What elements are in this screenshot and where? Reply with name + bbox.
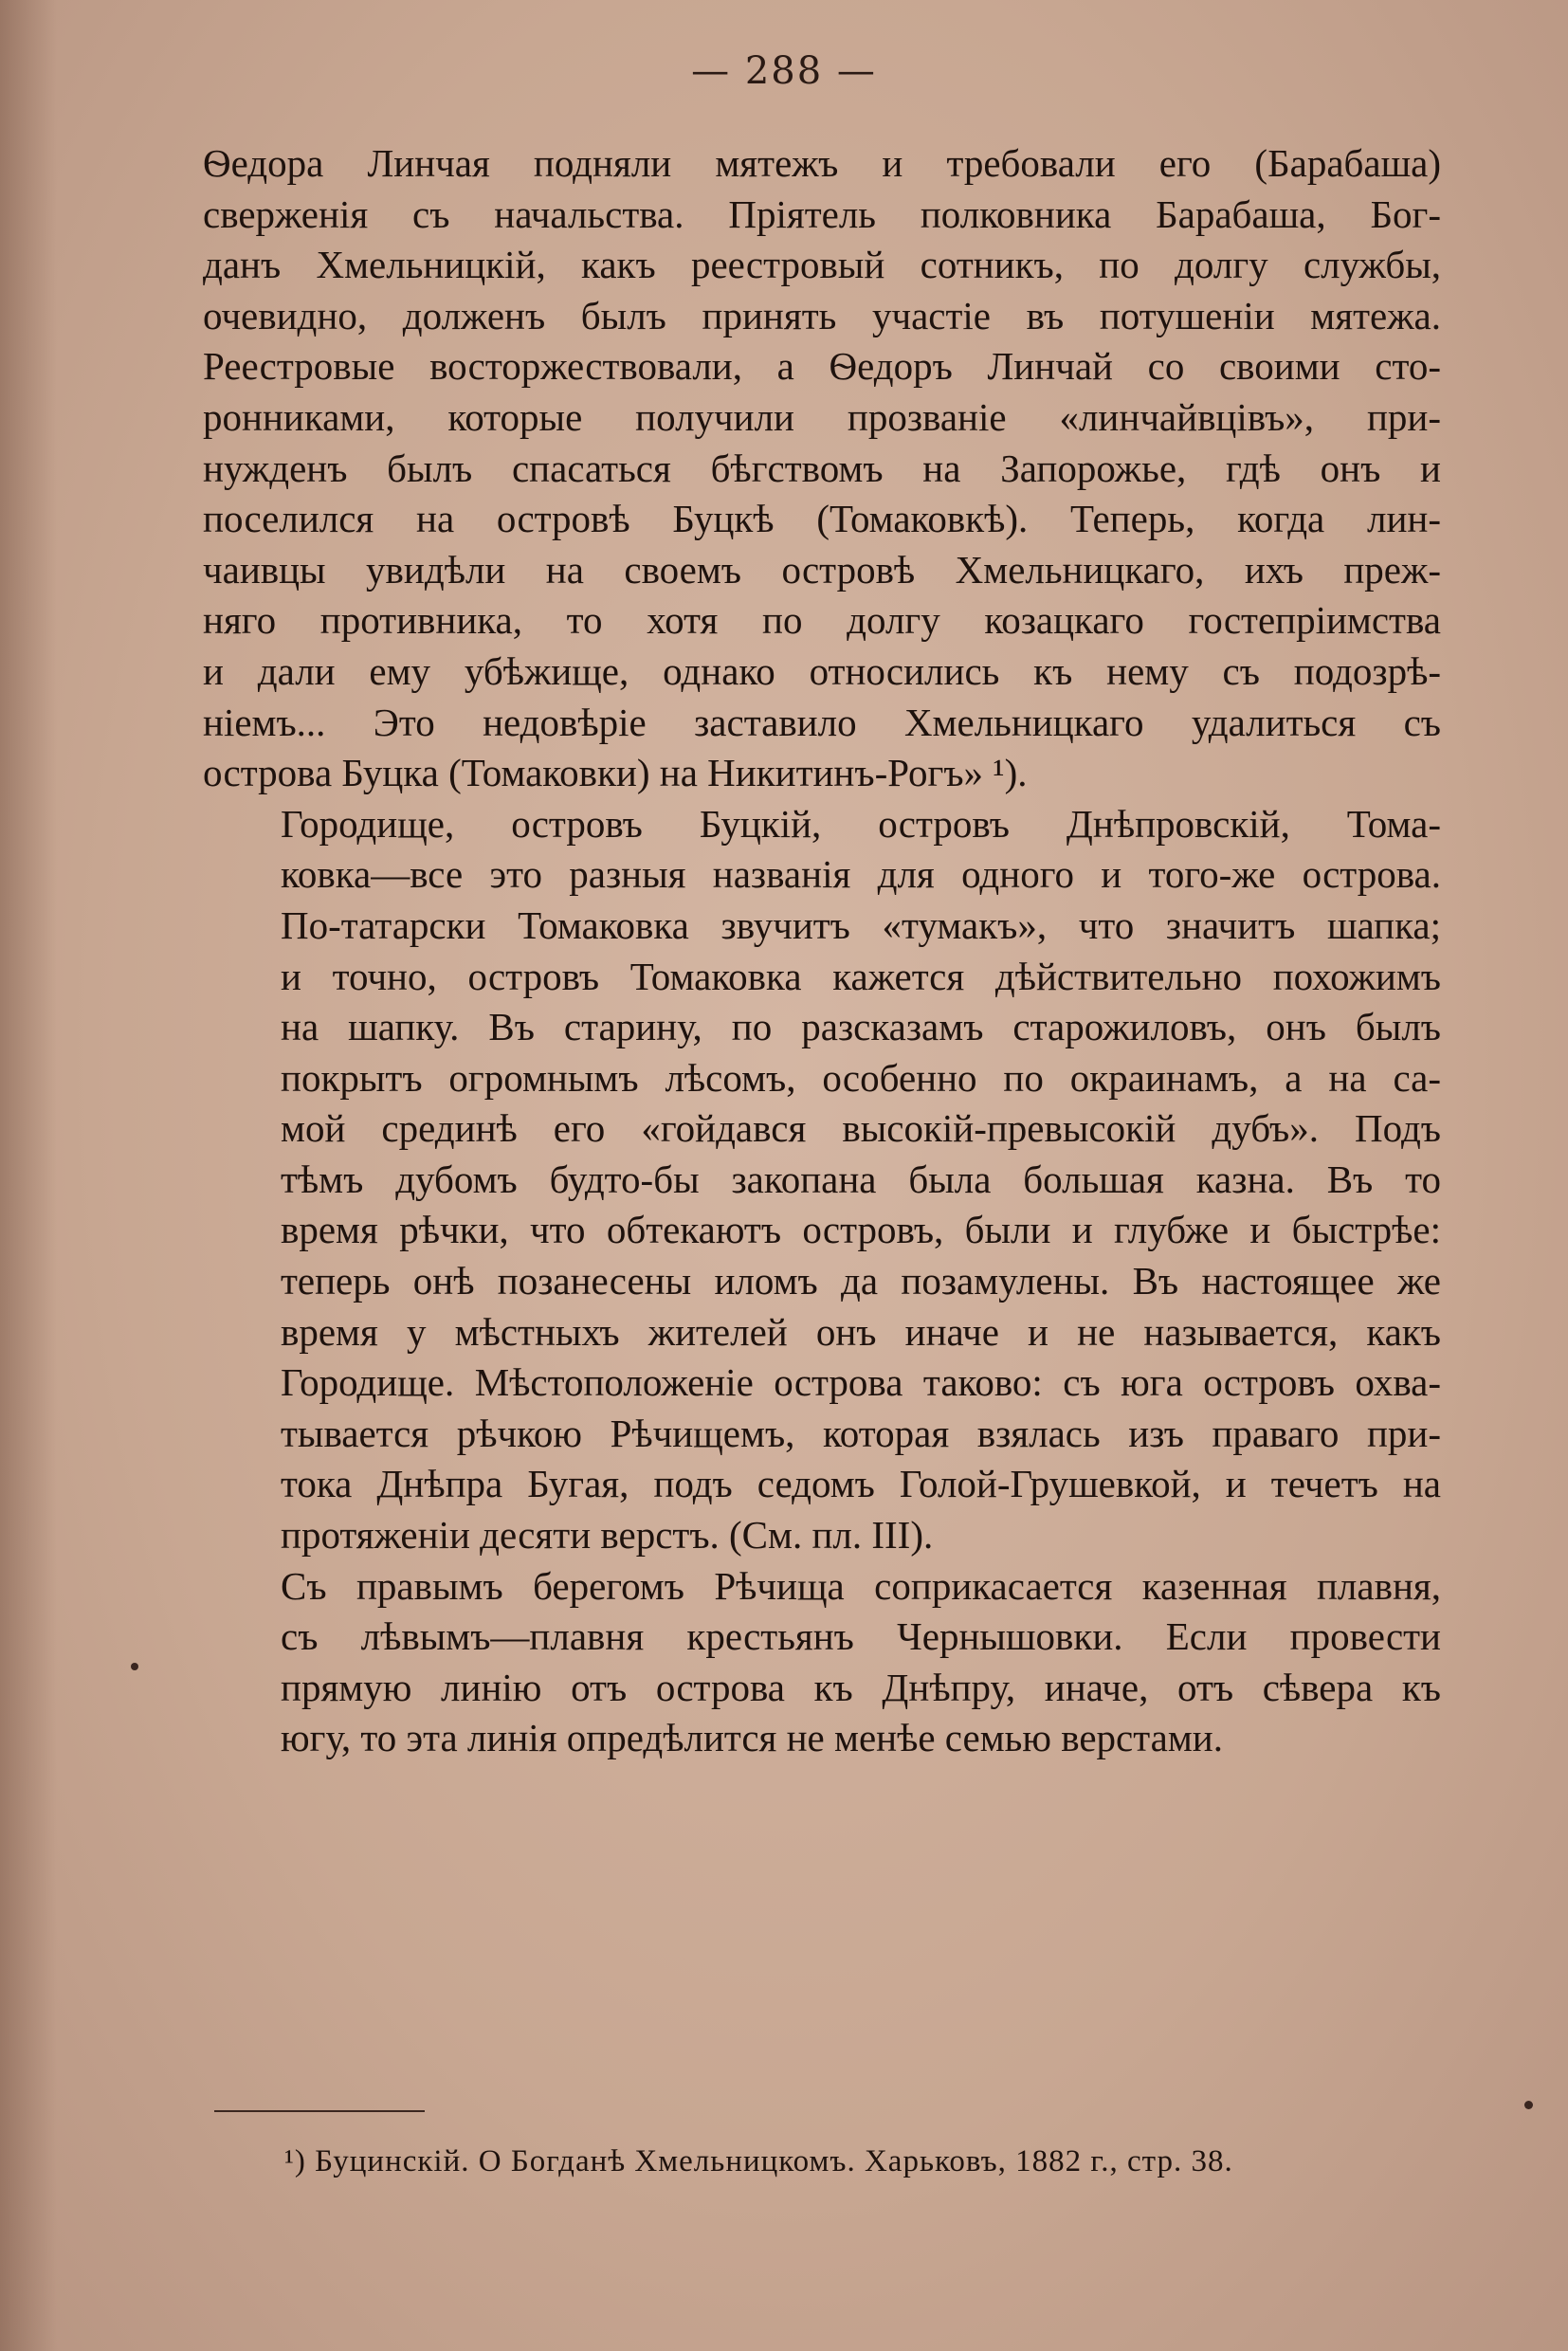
text-line: данъ Хмельницкій, какъ реестровый сотникъ, по долгу службы,: [203, 243, 1441, 287]
text-line: и дали ему убѣжище, однако относились къ нему съ подозрѣ-: [203, 648, 1441, 693]
text-line: съ лѣвымъ—плавня крестьянъ Чернышовки. Если провести: [281, 1614, 1441, 1659]
text-line: ніемъ... Это недовѣріе заставило Хмельницкаго удалиться съ: [203, 700, 1441, 744]
paper-speck: [131, 1663, 138, 1670]
spine-shadow: [0, 0, 57, 2351]
text-line: Городище. Мѣстоположеніе острова таково: съ юга островъ охва-: [281, 1360, 1441, 1405]
page-number: — 288 —: [691, 49, 877, 93]
text-line: Реестровые восторжествовали, а Ѳедоръ Линчай со своими сто-: [203, 344, 1441, 389]
text-line: и точно, островъ Томаковка кажется дѣйствительно похожимъ: [281, 954, 1441, 998]
text-line: острова Буцка (Томаковки) на Никитинъ-Рогъ» ¹).: [203, 751, 1028, 795]
text-line: покрытъ огромнымъ лѣсомъ, особенно по окраинамъ, а на са-: [281, 1055, 1441, 1100]
text-line: тывается рѣчкою Рѣчищемъ, которая взялась изъ праваго при-: [281, 1411, 1441, 1455]
paragraph: [203, 138, 1441, 799]
text-line: нужденъ былъ спасаться бѣгствомъ на Запорожье, гдѣ онъ и: [203, 446, 1441, 490]
text-line: чаивцы увидѣли на своемъ островѣ Хмельницкаго, ихъ преж-: [203, 547, 1441, 592]
text-line: мой срединѣ его «гойдався высокій-превысокій дубъ». Подъ: [281, 1106, 1441, 1151]
text-line: Съ правымъ берегомъ Рѣчища соприкасается казенная плавня,: [281, 1563, 1441, 1608]
text-line: время рѣчки, что обтекаютъ островъ, были и глубже и быстрѣе:: [281, 1208, 1441, 1252]
text-line: ковка—все это разныя названія для одного и того-же острова.: [281, 852, 1441, 897]
text-line: поселился на островѣ Буцкѣ (Томаковкѣ). Теперь, когда лин-: [203, 497, 1441, 541]
text-line: протяженіи десяти верстъ. (См. пл. III).: [281, 1513, 934, 1558]
text-line: очевидно, долженъ былъ принять участіе въ потушеніи мятежа.: [203, 293, 1441, 337]
body-text: [203, 138, 1441, 1764]
text-line: югу, то эта линія опредѣлится не менѣе семью верстами.: [281, 1716, 1223, 1760]
text-line: няго противника, то хотя по долгу козацкаго гостепріимства: [203, 598, 1441, 643]
paragraph: [203, 1561, 1441, 1764]
text-line: Ѳедора Линчая подняли мятежъ и требовали его (Барабаша): [203, 141, 1441, 185]
footnote: ¹) Буцинскій. О Богданѣ Хмельницкомъ. Харьковъ, 1882 г., стр. 38.: [284, 2144, 1233, 2178]
text-line: ронниками, которые получили прозваніе «линчайвцівъ», при-: [203, 394, 1441, 439]
text-line: тѣмъ дубомъ будто-бы закопана была большая казна. Въ то: [281, 1157, 1441, 1201]
footnote-divider: [214, 2110, 425, 2112]
text-line: теперь онѣ позанесены иломъ да позамулены. Въ настоящее же: [281, 1259, 1441, 1303]
text-line: время у мѣстныхъ жителей онъ иначе и не называется, какъ: [281, 1309, 1441, 1354]
paragraph: [203, 799, 1441, 1561]
text-line: прямую линію отъ острова къ Днѣпру, иначе, отъ сѣвера къ: [281, 1665, 1441, 1709]
text-line: тока Днѣпра Бугая, подъ седомъ Голой-Грушевкой, и течетъ на: [281, 1462, 1441, 1506]
text-line: По-татарски Томаковка звучитъ «тумакъ», что значитъ шапка;: [281, 902, 1441, 947]
text-line: сверженія съ начальства. Пріятель полковника Барабаша, Бог-: [203, 191, 1441, 236]
paper-speck: [1524, 2101, 1533, 2109]
text-line: на шапку. Въ старину, по разсказамъ старожиловъ, онъ былъ: [281, 1005, 1441, 1049]
text-line: Городище, островъ Буцкій, островъ Днѣпровскій, Тома-: [281, 801, 1441, 846]
